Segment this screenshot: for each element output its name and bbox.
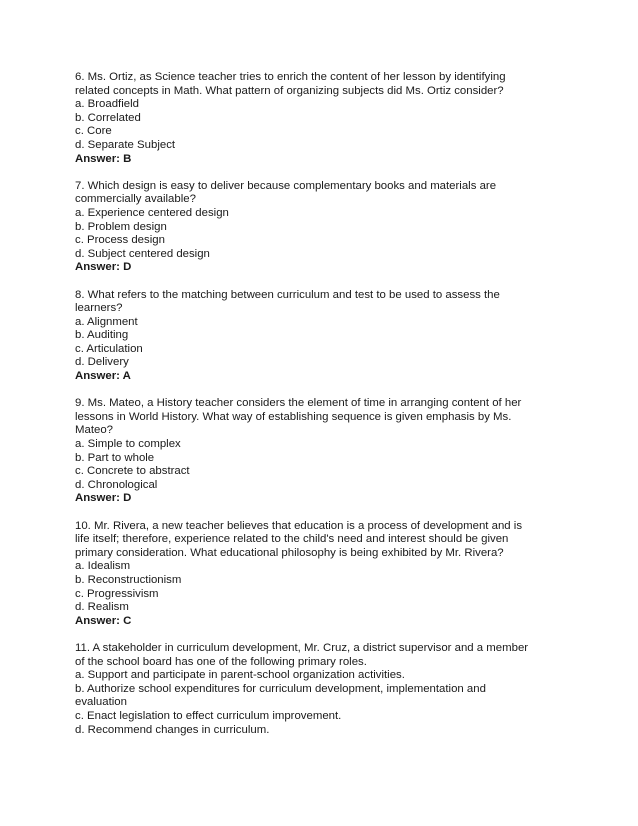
option-a: a. Broadfield	[75, 98, 139, 111]
answer-label: Answer: D	[75, 492, 132, 505]
question-stem: 6. Ms. Ortiz, as Science teacher tries to enrich the content of her lesson by identifying	[75, 71, 506, 83]
question-stem: lessons in World History. What way of establishing sequence is given emphasis by Ms.	[75, 410, 512, 423]
document-page	[75, 71, 575, 737]
question-6	[75, 71, 575, 166]
question-stem: related concepts in Math. What pattern of organizing subjects did Ms. Ortiz consider?	[75, 84, 504, 97]
option-b: b. Auditing	[75, 329, 129, 342]
option-b: b. Reconstructionism	[75, 573, 182, 586]
answer-label: Answer: D	[75, 261, 132, 274]
question-stem: 8. What refers to the matching between curriculum and test to be used to assess the	[75, 288, 500, 301]
question-stem: 10. Mr. Rivera, a new teacher believes that education is a process of development and is	[75, 519, 523, 532]
option-b: b. Part to whole	[75, 451, 155, 464]
option-c: c. Process design	[75, 234, 165, 247]
question-9	[75, 397, 575, 506]
option-d: d. Delivery	[75, 356, 129, 369]
option-a: a. Alignment	[75, 315, 138, 328]
option-a: a. Support and participate in parent-school organization activities.	[75, 669, 405, 682]
question-stem: commercially available?	[75, 193, 196, 206]
option-b: b. Correlated	[75, 111, 141, 124]
question-11	[75, 642, 575, 737]
option-c: c. Enact legislation to effect curriculum improvement.	[75, 709, 342, 722]
option-d: d. Recommend changes in curriculum.	[75, 723, 270, 736]
question-7	[75, 180, 575, 275]
option-a: a. Simple to complex	[75, 438, 181, 451]
option-c: c. Concrete to abstract	[75, 465, 190, 478]
question-stem: Mateo?	[75, 424, 113, 437]
question-10	[75, 520, 575, 629]
answer-label: Answer: C	[75, 614, 132, 627]
question-stem: life itself; therefore, experience related to the child's need and interest should be given	[75, 533, 509, 546]
option-b: b. Problem design	[75, 220, 167, 233]
option-c: c. Core	[75, 125, 112, 138]
option-a: a. Idealism	[75, 560, 131, 573]
answer-label: Answer: B	[75, 152, 132, 165]
question-stem: learners?	[75, 302, 123, 315]
option-a: a. Experience centered design	[75, 206, 229, 219]
option-d: d. Subject centered design	[75, 247, 210, 260]
option-d: d. Realism	[75, 601, 129, 614]
option-c: c. Progressivism	[75, 587, 159, 600]
option-d: d. Separate Subject	[75, 138, 176, 151]
answer-label: Answer: A	[75, 370, 131, 383]
option-b: b. Authorize school expenditures for curriculum development, implementation and	[75, 682, 486, 695]
option-b-continued: evaluation	[75, 696, 127, 709]
question-stem: of the school board has one of the following primary roles.	[75, 655, 367, 668]
question-stem: primary consideration. What educational philosophy is being exhibited by Mr. Rivera?	[75, 546, 504, 559]
question-stem: 9. Ms. Mateo, a History teacher considers the element of time in arranging content of her	[75, 397, 522, 410]
option-c: c. Articulation	[75, 342, 143, 355]
option-d: d. Chronological	[75, 478, 158, 491]
question-stem: 11. A stakeholder in curriculum development, Mr. Cruz, a district supervisor and a member	[75, 641, 529, 654]
question-stem: 7. Which design is easy to deliver because complementary books and materials are	[75, 179, 497, 192]
question-8	[75, 289, 575, 384]
